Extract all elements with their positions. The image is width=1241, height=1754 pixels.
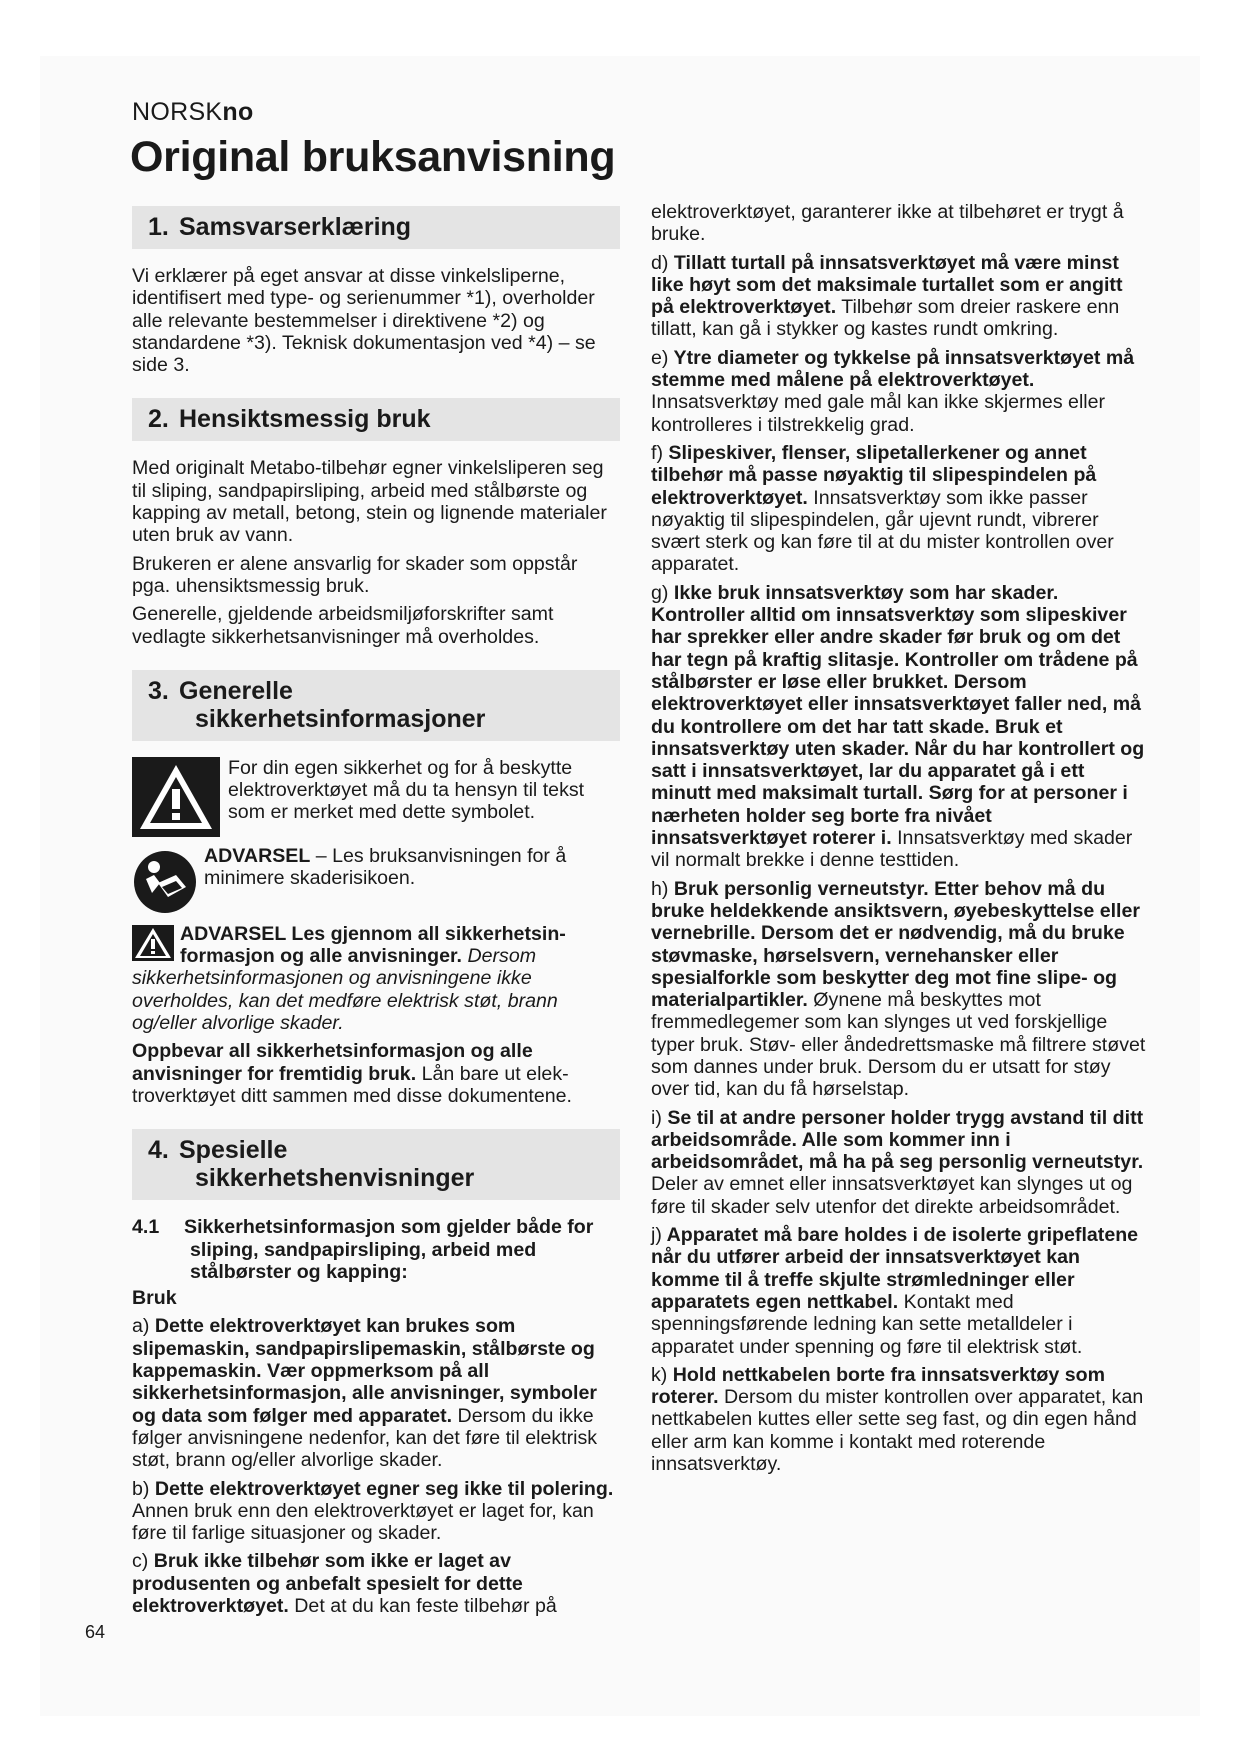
item-g: g) Ikke bruk innsatsverktøy som har skader. Kontroller alltid om innsatsverktøy som slipeskiver har sprekker eller andre skader før bruk og om det har tegn på kraftig slitasje. Kontroller om trådene på stålbørster er løse eller brukket. Dersom elektroverktøyet eller innsatsverktøyet faller ned, må du kontrollere om det har tatt skade. Bruk et innsatsverktøy uten skader. Når du har kontrollert og satt i innsatsverktøyet, lar du apparatet gå i ett minutt med maksimalt turtall. Sørg for at personer i nærheten holder seg borte fra nivået innsatsverktøyet roterer i. Innsatsverktøy med skader vil normalt brekke i denne testtiden. [651, 581, 1145, 872]
read-manual-text: ADVARSEL – Les bruksanvisningen for å minimere skaderisikoen. [204, 844, 567, 890]
item-c-continued: elektroverktøyet, garanterer ikke at tilbehøret er trygt å bruke. [651, 201, 1124, 246]
section-1-text: Vi erklærer på eget ansvar at disse vinkelsliperne, identifisert med type- og serienummer *1), overholder alle relevante bestemmelser i direktivene *2) og standardene *3). Teknisk dokumentasjon ved *4) – se side 3. [132, 265, 596, 377]
item-d: d) Tillatt turtall på innsatsverktøyet må være minst like høyt som det maksimale turtallet som er angitt på elektroverktøyet. Tilbehør som dreier raskere enn tillatt, kan gå i stykker og kastes rundt omkring. [651, 251, 1123, 341]
item-k: k) Hold nettkabelen borte fra innsatsverktøy som roterer. Dersom du mister kontrollen over apparatet, kan nettkabelen kuttes eller sette seg fast, og din egen hånd eller arm kan komme i kontakt med roterende innsatsverktøy. [651, 1363, 1144, 1476]
small-warning-icon [132, 925, 174, 961]
section-heading-3: 3. Generelle sikkerhetsinformasjoner [132, 670, 620, 741]
item-c: c) Bruk ikke tilbehør som ikke er laget av produsenten og anbefalt spesielt for dette elektroverktøyet. Det at du kan feste tilbehør på [132, 1550, 557, 1617]
read-manual-icon [132, 849, 198, 915]
keep-instructions: Oppbevar all sikkerhetsinformasjon og alle anvisninger for fremtidig bruk. Lån bare ut elektroverktøyet ditt sammen med disse dokumentene. [132, 1040, 572, 1107]
item-i: i) Se til at andre personer holder trygg avstand til ditt arbeidsområde. Alle som kommer inn i arbeidsområdet, må ha på seg personlig verneutstyr. Deler av emnet eller innsatsverktøyet kan slynges ut og føre til skader selv utenfor det direkte arbeidsområdet. [651, 1106, 1144, 1218]
symbol-notice-text: For din egen sikkerhet og for å beskytte elektroverktøyet må du ta hensyn til tekst som er merket med dette symbolet. [228, 756, 585, 824]
section-2-paragraph: Brukeren er alene ansvarlig for skader som oppstår pga. uhensiktsmessig bruk. [132, 552, 578, 597]
read-manual-warning [132, 845, 620, 915]
usage-label: Bruk [132, 1287, 177, 1310]
page-number: 64 [85, 1622, 106, 1642]
page-title: Original bruksanvisning [130, 133, 616, 181]
right-column [651, 201, 1147, 1481]
section-heading-2: 2. Hensiktsmessig bruk [132, 398, 620, 441]
item-b: b) Dette elektroverktøyet egner seg ikke til polering. Annen bruk enn den elektroverktøyet er laget for, kan føre til farlige situasjoner og skader. [132, 1477, 614, 1545]
left-column [132, 206, 620, 1623]
general-warning: ADVARSEL Les gjennom all sikkerhetsinformasjon og alle anvisninger. Dersom sikkerhetsinformasjonen og anvisningene ikke overholdes, kan det medføre elektrisk støt, brann og/eller alvorlige skader. [132, 922, 566, 1035]
item-h: h) Bruk personlig verneutstyr. Etter behov må du bruke heldekkende ansiktsvern, øyebeskyttelse eller vernebrille. Dersom det er nødvendig, må du bruke støvmaske, hørselsvern, vernehansker eller spesialforkle som beskytter deg mot fine slipe- og materialpartikler. Øynene må beskyttes mot fremmedlegemer som kan slynges ut ved forskjellige typer bruk. Støv- eller åndedrettsmaske må filtrere støvet som dannes under bruk. Dersom du er utsatt for støy over tid, kan du få hørselstap. [651, 877, 1146, 1101]
item-j: j) Apparatet må bare holdes i de isolerte gripeflatene når du utfører arbeid der innsatsverktøyet kan komme til å treffe skjulte strømledninger eller apparatets egen nettkabel. Kontakt med spenningsførende ledning kan sette metalldeler i apparatet under spenning og føre til elektrisk støt. [651, 1224, 1139, 1358]
warning-triangle-icon [132, 757, 220, 837]
symbol-notice [132, 757, 620, 837]
item-a: a) Dette elektroverktøyet kan brukes som slipemaskin, sandpapirslipemaskin, stålbørste og kappemaskin. Vær oppmerksom på all sikkerhetsinformasjon, alle anvisninger, symboler og data som følger med apparatet. Dersom du ikke følger anvisningene nedenfor, kan det føre til elektrisk støt, brann og/eller alvorlige skader. [132, 1315, 598, 1472]
item-e: e) Ytre diameter og tykkelse på innsatsverktøyet må stemme med målene på elektroverktøyet. Innsatsverktøy med gale mål kan ikke skjermes eller kontrolleres i tilstrekkelig grad. [651, 346, 1135, 436]
language-label: NORSKno [132, 98, 254, 126]
section-heading-1: 1. Samsvarserklæring [132, 206, 620, 249]
subsection-heading: 4.1 Sikkerhetsinformasjon som gjelder både for sliping, sandpapirsliping, arbeid med stålbørster og kapping: [132, 1216, 594, 1283]
section-2-paragraph: Generelle, gjeldende arbeidsmiljøforskrifter samt vedlagte sikkerhetsanvisninger må overholdes. [132, 603, 554, 648]
section-heading-4: 4. Spesielle sikkerhetshenvisninger [132, 1129, 620, 1200]
section-2-paragraph: Med originalt Metabo-tilbehør egner vinkelsliperen seg til sliping, sandpapirsliping, arbeid med stålbørste og kapping av metall, betong, stein og lignende materialer uten bruk av vann. [132, 457, 607, 547]
item-f: f) Slipeskiver, flenser, slipetallerkener og annet tilbehør må passe nøyaktig til slipespindelen på elektroverktøyet. Innsatsverktøy som ikke passer nøyaktig til slipespindelen, går ujevnt rundt, vibrerer svært sterk og kan føre til at du mister kontrollen over apparatet. [651, 441, 1114, 576]
